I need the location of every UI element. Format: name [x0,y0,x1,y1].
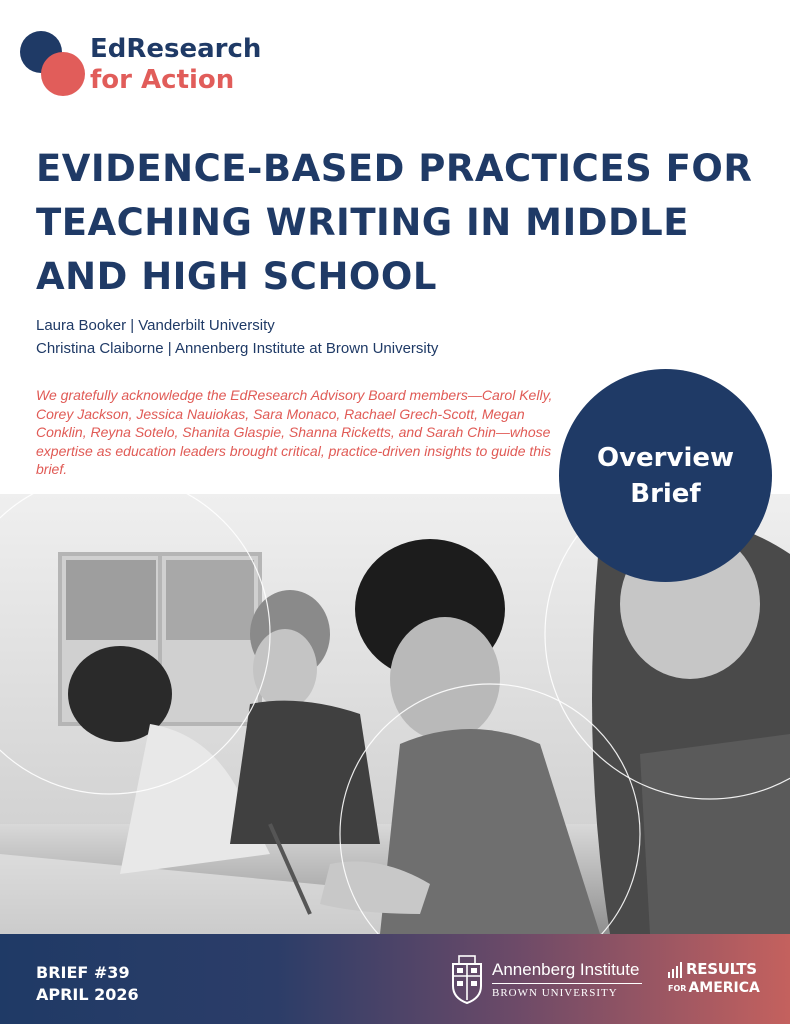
footer-bar [0,934,790,1024]
annenberg-divider [492,983,642,984]
logo-line-2: for Action [90,65,235,95]
badge-line-2: Brief [630,478,701,509]
brief-meta [36,962,139,1006]
logo-line-1: EdResearch [90,34,262,64]
rfa-line-2 [668,980,760,996]
title-line-3: AND HIGH SCHOOL [36,255,437,298]
annenberg-name: Annenberg Institute [492,960,640,979]
brief-number: BRIEF #39 [36,963,130,982]
annenberg-university: BROWN UNIVERSITY [492,987,618,999]
author-2: Christina Claiborne | Annenberg Institute at Brown University [36,340,439,357]
rfa-line-1: RESULTS [686,960,757,978]
author-1: Laura Booker | Vanderbilt University [36,317,275,334]
brown-seal-icon [450,954,484,1004]
edresearch-logo[interactable] [18,30,278,100]
badge-line-1: Overview [596,442,735,473]
logo-circles-icon [18,30,88,100]
rfa-for: FOR [668,983,687,993]
document-title [36,142,766,304]
annenberg-institute-logo[interactable] [450,954,650,1006]
title-line-2: TEACHING WRITING IN MIDDLE [36,201,690,244]
author-list [36,314,438,360]
title-line-1: EVIDENCE-BASED PRACTICES FOR [36,147,753,190]
brief-date: APRIL 2026 [36,985,139,1004]
overview-brief-badge [559,369,772,582]
results-for-america-logo[interactable] [668,960,768,1004]
bar-chart-icon [668,962,684,978]
acknowledgement-text: We gratefully acknowledge the EdResearch Advisory Board members—Carol Kelly, Corey Jackson, Jessica Nauiokas, Sara Monaco, Rachael Grech-Scott, Megan Conklin, Reyna Sotelo, Shanita Glaspie, Shanna Ricketts, and Sarah Chin—whose expertise as education leaders brought critical, practice-driven insights to guide this brief. [36,387,553,477]
rfa-america: AMERICA [688,980,760,996]
